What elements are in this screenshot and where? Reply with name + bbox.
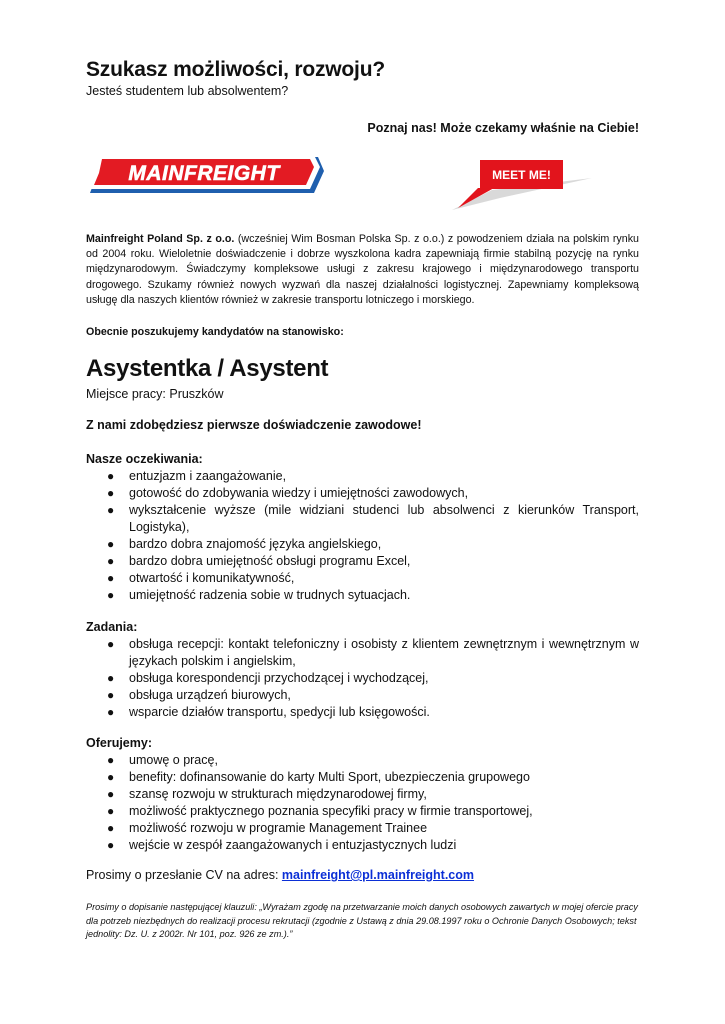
bullet-icon: ● [107,571,115,585]
bullet-icon: ● [107,705,115,719]
bullet-icon: ● [107,753,115,767]
bullet-icon: ● [107,804,115,818]
bullet-icon: ● [107,537,115,551]
tasks-heading: Zadania: [86,620,138,634]
bullet-icon: ● [107,671,115,685]
list-item: ● otwartość i komunikatywność, [107,571,295,585]
work-location: Miejsce pracy: Pruszków [86,387,224,401]
list-item: ● benefity: dofinansowanie do karty Multi Sport, ubezpieczenia grupowego [107,770,530,784]
list-item: ● szansę rozwoju w strukturach międzynarodowej firmy, [107,787,427,801]
bullet-icon: ● [107,838,115,852]
position-headline: Z nami zdobędziesz pierwsze doświadczenie zawodowe! [86,418,422,432]
logo-text: MAINFREIGHT [128,162,280,185]
mainfreight-logo [86,153,326,198]
cv-instructions [86,868,474,882]
tasks-section [86,619,639,721]
list-item: ● możliwość rozwoju w programie Management Trainee [107,821,428,835]
bullet-icon: ● [107,770,115,784]
list-item: ● wykształcenie wyższe (mile widziani studenci lub absolwenci z kierunków Transport, Logistyka), [107,503,639,534]
offer-list [86,752,639,854]
email-link[interactable]: mainfreight@pl.mainfreight.com [281,868,474,882]
seeking-label: Obecnie poszukujemy kandydatów na stanowisko: [86,326,344,338]
offer-section [86,735,639,854]
tasks-list [86,636,639,721]
expectations-heading: Nasze oczekiwania: [86,452,203,466]
list-item: ● obsługa urządzeń biurowych, [107,688,291,702]
bullet-icon: ● [107,469,115,483]
list-item: ● obsługa recepcji: kontakt telefoniczny i osobisty z klientem zewnętrznym i wewnętrznym w językach polskim i angielskim, [107,637,639,668]
bullet-icon: ● [107,486,115,500]
list-item: ● umowę o pracę, [107,753,218,767]
bullet-icon: ● [107,688,115,702]
cv-label: Prosimy o przesłanie CV na adres: [86,868,282,882]
bullet-icon: ● [107,637,115,651]
offer-heading: Oferujemy: [86,736,152,750]
page-subtitle: Jesteś studentem lub absolwentem? [86,84,289,98]
expectations-section [86,451,639,604]
list-item: ● obsługa korespondencji przychodzącej i wychodzącej, [107,671,429,685]
badge-text: MEET ME! [492,168,551,182]
company-description: (wcześniej Wim Bosman Polska Sp. z o.o.) z powodzeniem działa na polskim rynku od 2004 roku. Wieloletnie doświadczenie i dobrze wyszkolona kadra zapewniają firmie stabilną pozycję na rynku międzynarodowym. Świadczymy kompleksowe usługi z zakresu krajowego i międzynarodowego transportu drogowego. Szukamy również nowych wyzwań dla naszej działalności logistycznej. Zapewniamy kompleksową usługę dla naszych klientów również w zakresie transportu lotniczego i morskiego. [86,233,639,306]
gdpr-clause: Prosimy o dopisanie następującej klauzuli: „Wyrażam zgodę na przetwarzanie moich danych osobowych zawartych w mojej ofercie pracy dla potrzeb niezbędnych do realizacji procesu rekrutacji (zgodnie z Ustawą z dnia 29.08.1997 roku o Ochronie Danych Osobowych; tekst jednolity: Dz. U. z 2002r. Nr 101, poz. 926 ze zm.).” [86,902,638,939]
list-item: ● gotowość do zdobywania wiedzy i umiejętności zawodowych, [107,486,469,500]
bullet-icon: ● [107,821,115,835]
bullet-icon: ● [107,787,115,801]
list-item: ● wejście w zespół zaangażowanych i entuzjastycznych ludzi [107,838,457,852]
list-item: ● wsparcie działów transportu, spedycji lub księgowości. [107,705,430,719]
meet-me-badge [452,160,592,214]
list-item: ● bardzo dobra umiejętność obsługi programu Excel, [107,554,411,568]
list-item: ● bardzo dobra znajomość języka angielskiego, [107,537,382,551]
tagline: Poznaj nas! Może czekamy właśnie na Ciebie! [367,121,639,135]
list-item: ● możliwość praktycznego poznania specyfiki pracy w firmie transportowej, [107,804,533,818]
expectations-list [86,468,639,604]
company-intro [86,232,639,308]
page-title: Szukasz możliwości, rozwoju? [86,58,385,81]
list-item: ● entuzjazm i zaangażowanie, [107,469,287,483]
bullet-icon: ● [107,588,115,602]
bullet-icon: ● [107,503,115,517]
list-item: ● umiejętność radzenia sobie w trudnych sytuacjach. [107,588,411,602]
company-name: Mainfreight Poland Sp. z o.o. [86,233,235,245]
bullet-icon: ● [107,554,115,568]
position-title: Asystentka / Asystent [86,355,329,382]
